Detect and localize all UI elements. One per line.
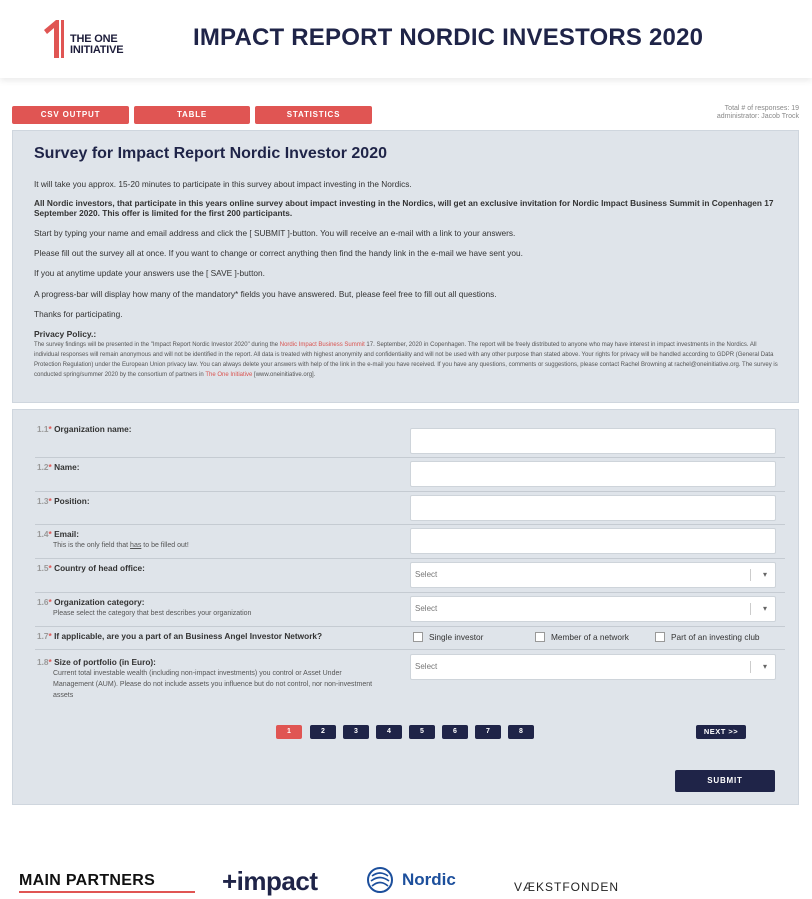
header bbox=[0, 0, 812, 78]
privacy-text: The survey findings will be presented in the "Impact Report Nordic Investor 2020" during the Nordic Impact Business Summit 17. September, 2020 in Copenhagen. The report will be freely distributed to anyone who may have interest in impact investments in the Nordics. All individual responses will remain anonymous and will not be identified in the report. All data is treated with highest anonymity and confidentiality and will not be used with any other purpose than stated above. Your rights for privacy will be handled according to GDPR (General Data Protection Regulation) under the European Union privacy law. You can always delete your answers with help of the link in the e-mail you have received. If you have any questions, comments or suggestions, please contact Rachel Browning at rachel@oneinitiative.org. The survey is conducted spring/summer 2020 by the consortium of partners in The One Initiative [www.oneinitiative.org]. bbox=[34, 342, 778, 378]
summit-link[interactable]: Nordic Impact Business Summit bbox=[279, 342, 365, 348]
question-help: This is the only field that has to be filled out! bbox=[53, 542, 189, 549]
response-meta bbox=[717, 105, 799, 121]
partner-vaekstfonden-logo: VÆKSTFONDEN bbox=[514, 880, 620, 894]
intro-paragraph: Thanks for participating. bbox=[34, 309, 123, 319]
intro-paragraph: Start by typing your name and email address and click the [ SUBMIT ]-button. You will receive an e-mail with a link to your answers. bbox=[34, 228, 516, 238]
question-row: 1.2* Name: bbox=[35, 458, 785, 492]
chevron-down-icon: ▾ bbox=[762, 662, 767, 671]
investing-club-checkbox[interactable]: Part of an investing club bbox=[655, 632, 760, 642]
page-button-8[interactable]: 8 bbox=[508, 725, 534, 739]
chevron-down-icon: ▾ bbox=[762, 570, 767, 579]
question-row: 1.5* Country of head office: Select ▾ bbox=[35, 559, 785, 593]
position-input[interactable] bbox=[410, 495, 776, 521]
intro-paragraph: Please fill out the survey all at once. If you want to change or correct anything then find the handy link in the e-mail we have sent you. bbox=[34, 248, 523, 258]
administrator-name: administrator: Jacob Trock bbox=[716, 113, 799, 120]
organization-category-select[interactable]: Select ▾ bbox=[410, 596, 776, 622]
question-label: If applicable, are you a part of an Business Angel Investor Network? bbox=[54, 631, 323, 641]
logo-mark-icon bbox=[42, 18, 68, 60]
single-investor-checkbox[interactable]: Single investor bbox=[413, 632, 483, 642]
intro-panel bbox=[12, 130, 799, 403]
question-row: 1.4* Email: This is the only field that has to be filled out! bbox=[35, 525, 785, 559]
question-row: 1.7* If applicable, are you a part of an Business Angel Investor Network? Single investor Member of a network Part of an investing club bbox=[35, 627, 785, 650]
tab-statistics[interactable]: STATISTICS bbox=[255, 106, 372, 124]
question-label: Size of portfolio (in Euro): bbox=[54, 657, 156, 667]
partner-nordic-logo: Nordic bbox=[366, 866, 394, 899]
portfolio-size-select[interactable]: Select ▾ bbox=[410, 654, 776, 680]
question-row: 1.8* Size of portfolio (in Euro): Current total investable wealth (including non-impact investments) you control or Asset Under Management (AUM). Please do not include assets you influence but do not control, nor non-investment assets Select ▾ bbox=[35, 650, 785, 704]
page-button-4[interactable]: 4 bbox=[376, 725, 402, 739]
submit-button[interactable]: SUBMIT bbox=[675, 770, 775, 792]
partner-impact-logo: +impact bbox=[222, 866, 318, 896]
page-button-1[interactable]: 1 bbox=[276, 725, 302, 739]
page-button-3[interactable]: 3 bbox=[343, 725, 369, 739]
page-button-6[interactable]: 6 bbox=[442, 725, 468, 739]
one-initiative-link[interactable]: The One Initiative bbox=[205, 372, 253, 378]
survey-title: Survey for Impact Report Nordic Investor 2020 bbox=[34, 145, 387, 162]
logo-text: THE ONE INITIATIVE bbox=[70, 33, 124, 56]
page-button-2[interactable]: 2 bbox=[310, 725, 336, 739]
page-title: IMPACT REPORT NORDIC INVESTORS 2020 bbox=[193, 24, 704, 51]
email-input[interactable] bbox=[410, 528, 776, 554]
country-select[interactable]: Select ▾ bbox=[410, 562, 776, 588]
partners-underline bbox=[19, 891, 195, 893]
name-input[interactable] bbox=[410, 461, 776, 487]
question-label: Organization name: bbox=[54, 424, 132, 434]
question-row: 1.1* Organization name: bbox=[35, 424, 785, 458]
question-row: 1.6* Organization category: Please select the category that best describes your organization Select ▾ bbox=[35, 593, 785, 627]
organization-name-input[interactable] bbox=[410, 428, 776, 454]
question-help: Please select the category that best describes your organization bbox=[53, 610, 252, 617]
next-button[interactable]: NEXT >> bbox=[696, 725, 746, 739]
intro-invitation: All Nordic investors, that participate in this years online survey about impact investing in the Nordics, will get an exclusive invitation for Nordic Impact Business Summit in Copenhagen 17 September 2020. This offer is limited for the first 200 participants. bbox=[34, 198, 774, 218]
intro-paragraph: A progress-bar will display how many of the mandatory* fields you have answered. But, please feel free to fill out all questions. bbox=[34, 289, 497, 299]
page-button-5[interactable]: 5 bbox=[409, 725, 435, 739]
question-help: Current total investable wealth (including non-impact investments) you control or Asset Under Management (AUM). Please do not include assets you influence but do not control, nor non-investment assets bbox=[53, 670, 373, 699]
survey-form bbox=[12, 409, 799, 805]
question-label: Organization category: bbox=[54, 597, 145, 607]
the-one-initiative-logo[interactable] bbox=[42, 18, 142, 60]
intro-paragraph: It will take you approx. 15-20 minutes to participate in this survey about impact investing in the Nordics. bbox=[34, 179, 412, 189]
question-label: Position: bbox=[54, 496, 90, 506]
chevron-down-icon: ▾ bbox=[762, 604, 767, 613]
responses-count: Total # of responses: 19 bbox=[724, 105, 799, 112]
question-row: 1.3* Position: bbox=[35, 492, 785, 525]
page-button-7[interactable]: 7 bbox=[475, 725, 501, 739]
tab-csv-output[interactable]: CSV OUTPUT bbox=[12, 106, 129, 124]
tab-table[interactable]: TABLE bbox=[134, 106, 250, 124]
member-of-network-checkbox[interactable]: Member of a network bbox=[535, 632, 629, 642]
question-label: Email: bbox=[54, 529, 79, 539]
question-label: Country of head office: bbox=[54, 563, 145, 573]
partners-title: MAIN PARTNERS bbox=[19, 872, 156, 889]
intro-paragraph: If you at anytime update your answers use the [ SAVE ]-button. bbox=[34, 268, 265, 278]
question-label: Name: bbox=[54, 462, 80, 472]
privacy-title: Privacy Policy.: bbox=[34, 329, 97, 339]
nordic-emblem-icon bbox=[366, 866, 394, 894]
